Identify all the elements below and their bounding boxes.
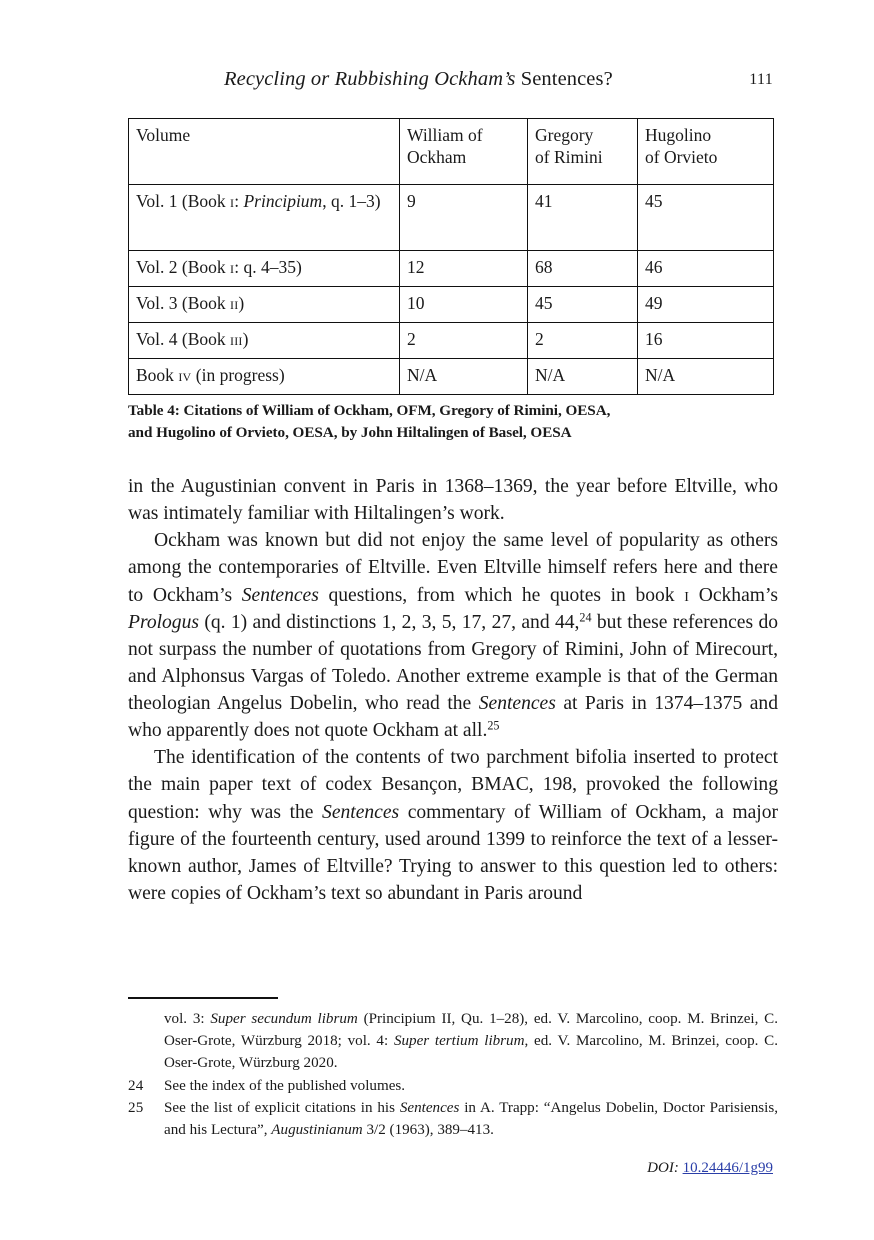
footnote-italic-sentences: Sentences (399, 1099, 460, 1116)
table-cell-ockham: 10 (400, 287, 528, 323)
volume-book-roman: iv (178, 365, 192, 385)
table-caption-line2: and Hugolino of Orvieto, OESA, by John Hiltalingen of Basel, OESA (128, 423, 572, 441)
paragraph-2-seg-f: at Paris in 1374–1375 and who apparently does not quote Ockham at all. (128, 693, 778, 742)
table-cell-rimini: 2 (528, 323, 638, 359)
table-cell-orvieto: 16 (638, 323, 774, 359)
footnote-seg-a: See the list of explicit citations in his (164, 1099, 400, 1116)
table-header-rimini-line2: of Rimini (535, 147, 603, 168)
footnote-text (164, 1075, 778, 1097)
paragraph-2-book-roman: i (684, 584, 690, 606)
volume-book-roman: i (230, 257, 235, 277)
footnote-seg-b: (Principium II, Qu. 1–28), ed. V. Marcolino, coop. M. Brinzei, C. Oser-Grote, Würzburg 2018; vol. 4: (164, 1011, 778, 1050)
paragraph-2-seg-b: questions, from which he quotes in book (318, 584, 685, 606)
footnote-italic-1: Super secundum librum (210, 1011, 358, 1027)
table-header-orvieto-line1: Hugolino (645, 125, 712, 145)
volume-prefix: Vol. 3 (Book (136, 293, 230, 313)
table-cell-rimini: N/A (528, 359, 638, 395)
paragraph-2 (128, 527, 778, 744)
paragraph-2-seg-c: Ockham’s (689, 584, 778, 606)
volume-prefix: Vol. 4 (Book (136, 329, 230, 349)
footnote-text (164, 1097, 778, 1141)
footnote-italic-augustinianum: Augustinianum (271, 1121, 363, 1138)
table-header-ockham-line1: William of (407, 125, 483, 145)
paragraph-2-seg-d: (q. 1) and distinctions 1, 2, 3, 5, 17, 27, and 44, (198, 611, 580, 633)
citations-table-wrapper (128, 118, 773, 395)
table-cell-orvieto: N/A (638, 359, 774, 395)
footnote-continuation (128, 1008, 778, 1075)
paragraph-2-seg-a: Ockham was known but did not enjoy the same level of popularity as others among the contemporaries of Eltville. Even Eltville himself refers here and there to Ockham’s (128, 530, 778, 606)
table-cell-volume (129, 323, 400, 359)
doi-label: DOI: (647, 1160, 683, 1176)
paragraph-1-text: in the Augustinian convent in Paris in 1368–1369, the year before Eltville, who was intimately familiar with Hiltalingen’s work. (128, 476, 778, 525)
paragraph-1 (128, 473, 778, 527)
volume-prefix: Book (136, 365, 179, 385)
paragraph-2-italic-sentences-1: Sentences (241, 584, 319, 606)
running-head-title-upright: Sentences? (520, 68, 613, 90)
table-header-orvieto-line2: of Orvieto (645, 147, 718, 168)
paragraph-3 (128, 744, 778, 907)
table-caption (128, 400, 778, 443)
table-row (129, 359, 774, 395)
citations-table (128, 118, 774, 395)
footnote-seg-c: 3/2 (1963), 389–413. (362, 1121, 494, 1138)
footnotes (128, 1008, 778, 1141)
volume-book-roman: i (230, 191, 235, 211)
footnote-number: 25 (128, 1099, 144, 1116)
paragraph-3-seg-a: The identification of the contents of two parchment bifolia inserted to protect the main paper text of codex Besançon, BMAC, 198, provoked the following question: why was the (128, 747, 778, 823)
footnote-item (128, 1075, 778, 1097)
paragraph-2-seg-e: but these references do not surpass the number of quotations from Gregory of Rimini, John of Mirecourt, and Alphonsus Vargas of Toledo. Another extreme example is that of the German theologian Angelus Dobelin, who read the (128, 611, 779, 714)
table-cell-rimini: 68 (528, 251, 638, 287)
table-cell-volume (129, 251, 400, 287)
volume-prefix: Vol. 1 (Book (136, 191, 230, 211)
paragraph-3-seg-b: commentary of William of Ockham, a major figure of the fourteenth century, used around 1399 to reinforce the text of a lesser-known author, James of Eltville? Trying to answer to this question led to others: were copies of Ockham’s text so abundant in Paris around (128, 801, 778, 904)
paragraph-2-italic-prologus: Prologus (128, 611, 199, 633)
table-cell-ockham: 9 (400, 185, 528, 251)
table-row (129, 323, 774, 359)
footnote-seg-c: , ed. V. Marcolino, M. Brinzei, coop. C. Oser-Grote, Würzburg 2020. (164, 1033, 778, 1072)
table-cell-orvieto: 46 (638, 251, 774, 287)
paragraph-2-italic-sentences-2: Sentences (478, 693, 556, 714)
table-cell-rimini: 45 (528, 287, 638, 323)
table-header-volume (129, 119, 400, 185)
footnote-number: 24 (128, 1077, 144, 1094)
table-cell-ockham: 2 (400, 323, 528, 359)
running-head-title-italic: Recycling or Rubbishing Ockham’s (224, 68, 516, 90)
volume-suffix: ) (242, 329, 249, 349)
paragraph-3-italic-sentences: Sentences (322, 801, 400, 823)
table-header-rimini (528, 119, 638, 185)
volume-book-roman: iii (230, 329, 243, 349)
page-number: 111 (749, 71, 773, 88)
table-cell-volume (129, 287, 400, 323)
footnote-seg-a: vol. 3: (164, 1011, 211, 1027)
footnote-text (164, 1008, 778, 1075)
volume-prefix: Vol. 2 (Book (136, 257, 230, 277)
footnote-ref-25[interactable]: 25 (487, 718, 500, 733)
table-header-rimini-line1: Gregory (535, 125, 594, 145)
table-cell-ockham: 12 (400, 251, 528, 287)
table-cell-ockham: N/A (400, 359, 528, 395)
footnote-separator-rule (128, 997, 278, 999)
footnote-italic-2: Super tertium librum (393, 1033, 525, 1050)
volume-suffix: ) (238, 293, 245, 313)
table-cell-volume (129, 359, 400, 395)
table-header-volume-label: Volume (136, 125, 191, 145)
footnote-seg-a: See the index of the published volumes. (164, 1077, 406, 1094)
volume-suffix: : q. 4–35) (234, 257, 302, 277)
volume-mid: : (234, 191, 244, 211)
running-head (128, 68, 773, 91)
doi-line (647, 1160, 773, 1177)
volume-italic: Principium (243, 191, 323, 211)
footnote-seg-b: in A. Trapp: “Angelus Dobelin, Doctor Parisiensis, and his Lectura”, (164, 1099, 778, 1138)
body-text (128, 473, 778, 907)
table-caption-line1: Table 4: Citations of William of Ockham, OFM, Gregory of Rimini, OESA, (128, 402, 611, 419)
table-header-ockham-line2: Ockham (407, 147, 467, 168)
table-header-orvieto (638, 119, 774, 185)
table-header-ockham (400, 119, 528, 185)
table-header-row (129, 119, 774, 185)
table-row (129, 185, 774, 251)
volume-suffix: (in progress) (191, 365, 285, 385)
footnote-item (128, 1097, 778, 1141)
volume-suffix: , q. 1–3) (322, 191, 381, 211)
table-row (129, 251, 774, 287)
volume-book-roman: ii (230, 293, 239, 313)
table-cell-orvieto: 45 (638, 185, 774, 251)
footnote-ref-24[interactable]: 24 (579, 610, 592, 625)
running-head-title (224, 68, 613, 91)
table-cell-volume (129, 185, 400, 251)
doi-link[interactable]: 10.24446/1g99 (682, 1160, 773, 1176)
table-cell-rimini: 41 (528, 185, 638, 251)
table-row (129, 287, 774, 323)
table-cell-orvieto: 49 (638, 287, 774, 323)
